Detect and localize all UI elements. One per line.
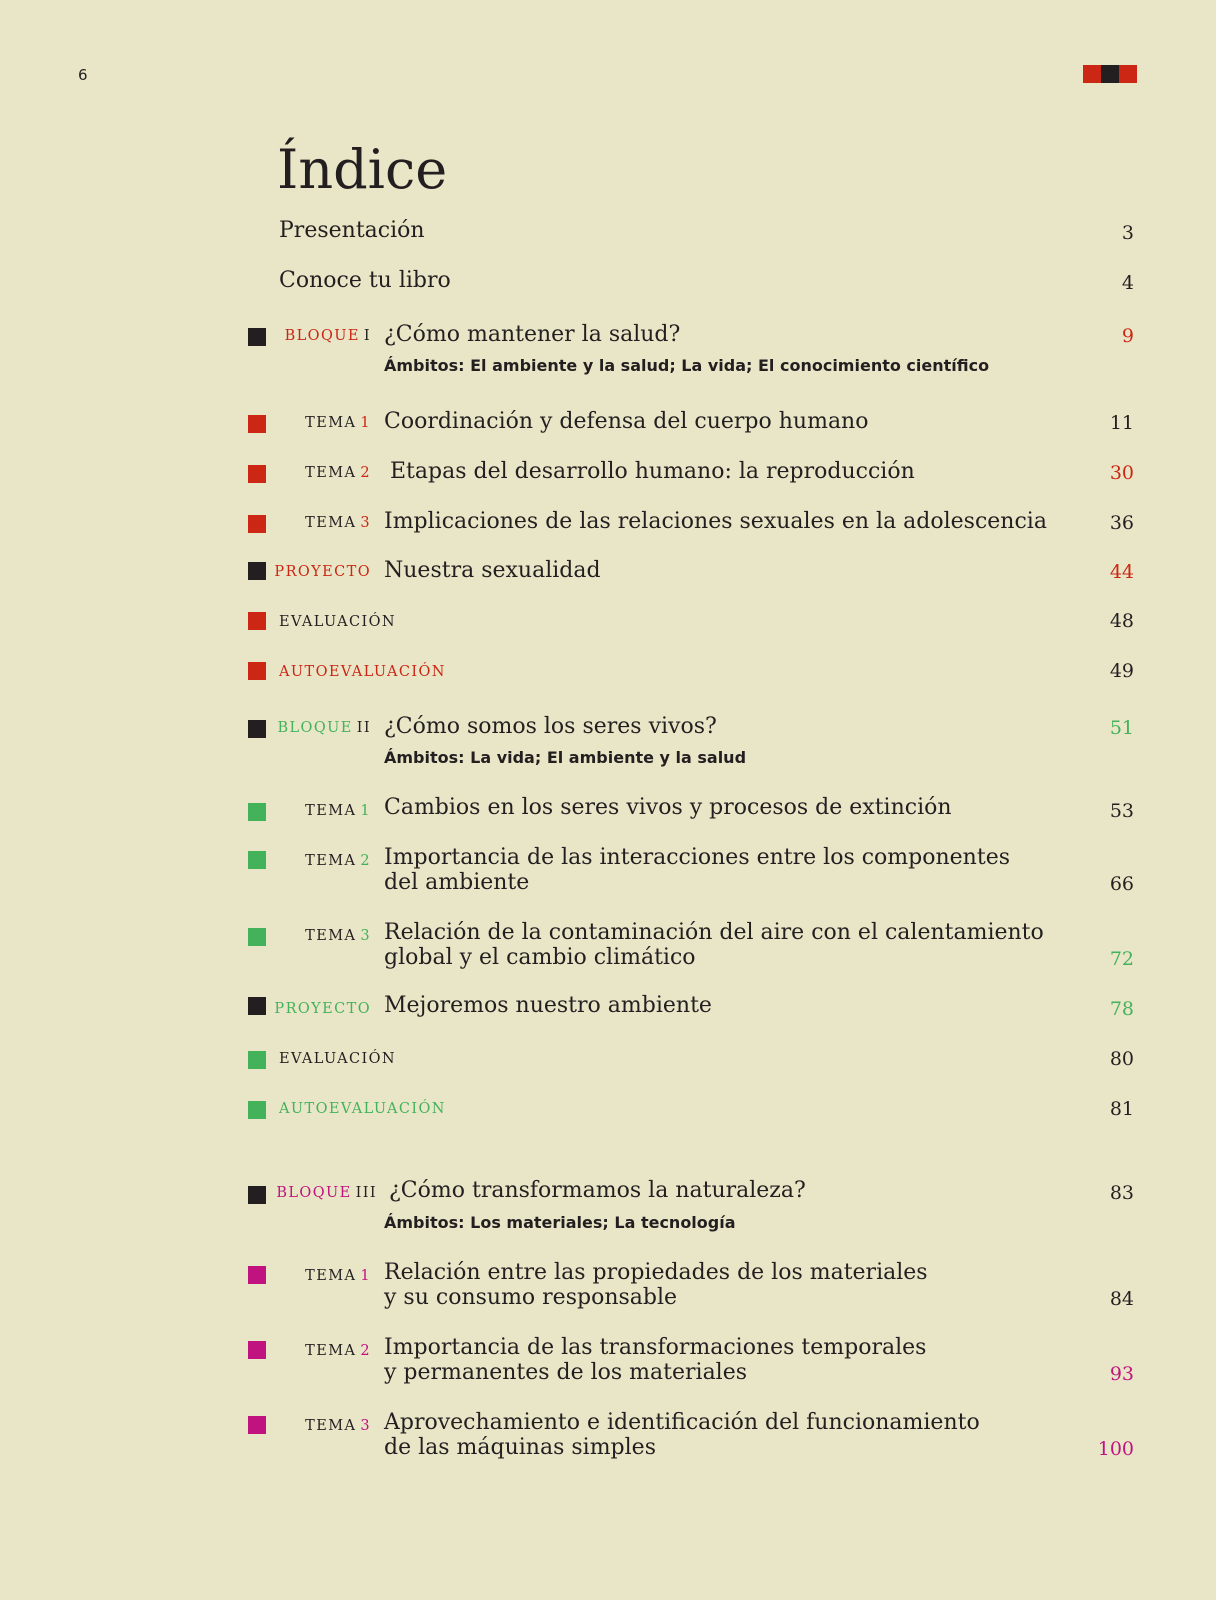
tema-title: Implicaciones de las relaciones sexuales en la adolescencia bbox=[384, 509, 1047, 534]
tema-title: Cambios en los seres vivos y procesos de extinción bbox=[384, 795, 952, 820]
bloque-page: 51 bbox=[1109, 717, 1134, 739]
bullet-square bbox=[248, 1341, 266, 1359]
bullet-square bbox=[248, 1416, 266, 1434]
bloque-ambitos: Ámbitos: Los materiales; La tecnología bbox=[384, 1213, 736, 1232]
proyecto-title: Nuestra sexualidad bbox=[384, 558, 601, 583]
bullet-square bbox=[248, 662, 266, 680]
bullet-square bbox=[248, 1101, 266, 1119]
tema-label: TEMA 1 bbox=[305, 1268, 371, 1284]
toc-entry-title: Presentación bbox=[279, 218, 425, 243]
bullet-square bbox=[248, 720, 266, 738]
evaluacion-label: EVALUACIÓN bbox=[279, 614, 397, 630]
tema-page: 84 bbox=[1109, 1288, 1134, 1310]
proyecto-page: 44 bbox=[1109, 561, 1134, 583]
bloque-label: BLOQUE I bbox=[284, 328, 371, 344]
autoevaluacion-label: AUTOEVALUACIÓN bbox=[279, 664, 446, 680]
bloque-page: 83 bbox=[1109, 1182, 1134, 1204]
tema-page: 30 bbox=[1109, 462, 1134, 484]
proyecto-title: Mejoremos nuestro ambiente bbox=[384, 993, 712, 1018]
tema-label: TEMA 2 bbox=[305, 465, 371, 481]
bloque-ambitos: Ámbitos: El ambiente y la salud; La vida; El conocimiento científico bbox=[384, 356, 990, 375]
corner-color-mark bbox=[1083, 65, 1137, 83]
bullet-square bbox=[248, 803, 266, 821]
tema-label: TEMA 1 bbox=[305, 415, 371, 431]
bloque-title: ¿Cómo somos los seres vivos? bbox=[384, 714, 717, 739]
bloque-title: ¿Cómo mantener la salud? bbox=[384, 322, 681, 347]
bullet-square bbox=[248, 851, 266, 869]
tema-label: TEMA 2 bbox=[305, 853, 371, 869]
bullet-square bbox=[248, 928, 266, 946]
autoevaluacion-page: 81 bbox=[1109, 1098, 1134, 1120]
tema-page: 72 bbox=[1109, 948, 1134, 970]
tema-title: Etapas del desarrollo humano: la reproducción bbox=[390, 459, 915, 484]
bullet-square bbox=[248, 465, 266, 483]
tema-title: Aprovechamiento e identificación del funcionamiento de las máquinas simples bbox=[384, 1410, 980, 1460]
tema-page: 36 bbox=[1109, 512, 1134, 534]
bullet-square bbox=[248, 415, 266, 433]
proyecto-page: 78 bbox=[1109, 998, 1134, 1020]
tema-page: 53 bbox=[1109, 800, 1134, 822]
tema-label: TEMA 3 bbox=[305, 1418, 371, 1434]
tema-title: Coordinación y defensa del cuerpo humano bbox=[384, 409, 869, 434]
bullet-square bbox=[248, 612, 266, 630]
page-number: 6 bbox=[78, 66, 88, 84]
bloque-title: ¿Cómo transformamos la naturaleza? bbox=[389, 1178, 806, 1203]
proyecto-label: PROYECTO bbox=[274, 564, 371, 580]
proyecto-label: PROYECTO bbox=[274, 1001, 371, 1017]
toc-entry-page: 3 bbox=[1121, 222, 1134, 244]
bullet-square bbox=[248, 1051, 266, 1069]
bloque-ambitos: Ámbitos: La vida; El ambiente y la salud bbox=[384, 748, 747, 767]
autoevaluacion-label: AUTOEVALUACIÓN bbox=[279, 1101, 446, 1117]
tema-page: 11 bbox=[1109, 412, 1134, 434]
evaluacion-page: 48 bbox=[1109, 610, 1134, 632]
bullet-square bbox=[248, 1266, 266, 1284]
tema-title: Relación de la contaminación del aire con el calentamiento global y el cambio climático bbox=[384, 920, 1044, 970]
tema-page: 100 bbox=[1097, 1438, 1134, 1460]
bloque-label: BLOQUE III bbox=[276, 1185, 377, 1201]
bullet-square bbox=[248, 515, 266, 533]
tema-title: Relación entre las propiedades de los materiales y su consumo responsable bbox=[384, 1260, 928, 1310]
bloque-label: BLOQUE II bbox=[277, 720, 371, 736]
tema-page: 93 bbox=[1109, 1363, 1134, 1385]
evaluacion-label: EVALUACIÓN bbox=[279, 1051, 397, 1067]
autoevaluacion-page: 49 bbox=[1109, 660, 1134, 682]
toc-entry-title: Conoce tu libro bbox=[279, 268, 451, 293]
tema-label: TEMA 2 bbox=[305, 1343, 371, 1359]
tema-label: TEMA 1 bbox=[305, 803, 371, 819]
page-title: Índice bbox=[277, 138, 448, 201]
bloque-page: 9 bbox=[1121, 325, 1134, 347]
bullet-square bbox=[248, 997, 266, 1015]
tema-label: TEMA 3 bbox=[305, 928, 371, 944]
toc-entry-page: 4 bbox=[1121, 272, 1134, 294]
tema-page: 66 bbox=[1109, 873, 1134, 895]
evaluacion-page: 80 bbox=[1109, 1048, 1134, 1070]
tema-title: Importancia de las interacciones entre los componentes del ambiente bbox=[384, 845, 1011, 895]
bullet-square bbox=[248, 328, 266, 346]
bullet-square bbox=[248, 1186, 266, 1204]
tema-title: Importancia de las transformaciones temporales y permanentes de los materiales bbox=[384, 1335, 927, 1385]
bullet-square bbox=[248, 562, 266, 580]
tema-label: TEMA 3 bbox=[305, 515, 371, 531]
